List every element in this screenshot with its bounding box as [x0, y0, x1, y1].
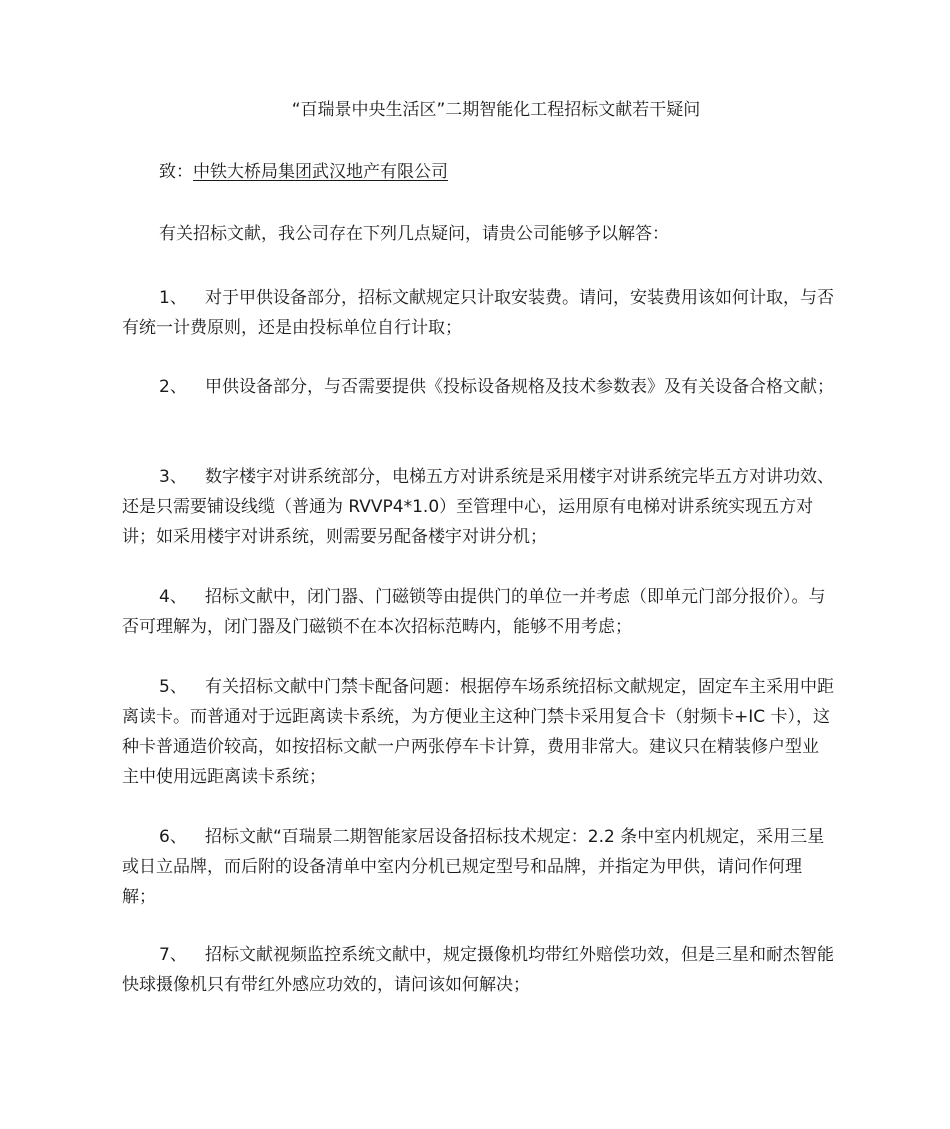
question-text: 对于甲供设备部分，招标文献规定只计取安装费。请问，安装费用该如何计取，与否有统一计费原则，还是由投标单位自行计取；: [122, 288, 834, 338]
question-item: [122, 462, 834, 552]
document-title-text: “百瑞景中央生活区”二期智能化工程招标文献若干疑问: [291, 100, 701, 120]
question-text: 招标文献“百瑞景二期智能家居设备招标技术规定：2.2 条中室内机规定，采用三星或日立品牌，而后附的设备清单中室内分机已规定型号和品牌，并指定为甲供，请问作何理解；: [122, 827, 825, 907]
question-item: [122, 672, 834, 792]
salutation: [159, 160, 448, 184]
question-item: [122, 582, 834, 642]
question-item: [122, 372, 834, 402]
addressee-company: 中铁大桥局集团武汉地产有限公司: [193, 162, 448, 182]
intro-paragraph: 有关招标文献，我公司存在下列几点疑问，请贵公司能够予以解答：: [159, 224, 669, 244]
salutation-prefix: 致：: [159, 162, 193, 182]
question-item: [122, 940, 834, 1000]
question-text: 有关招标文献中门禁卡配备问题：根据停车场系统招标文献规定，固定车主采用中距离读卡。而普通对于远距离读卡系统，为方便业主这种门禁卡采用复合卡（射频卡+IC 卡），这种卡普通造价较高，如按招标文献一户两张停车卡计算，费用非常大。建议只在精装修户型业主中使用远距离读卡系统；: [122, 677, 834, 787]
question-text: 甲供设备部分，与否需要提供《投标设备规格及技术参数表》及有关设备合格文献；: [205, 377, 834, 397]
document-title: [0, 98, 950, 122]
question-text: 招标文献中，闭门器、门磁锁等由提供门的单位一并考虑（即单元门部分报价）。与否可理解为，闭门器及门磁锁不在本次招标范畴内，能够不用考虑；: [122, 587, 826, 637]
question-number: 6、: [159, 827, 187, 847]
question-number: 3、: [159, 467, 187, 487]
question-number: 7、: [159, 945, 187, 965]
question-number: 1、: [159, 288, 187, 308]
question-text: 数字楼宇对讲系统部分，电梯五方对讲系统是采用楼宇对讲系统完毕五方对讲功效、还是只需要铺设线缆（普通为 RVVP4*1.0）至管理中心，运用原有电梯对讲系统实现五方对讲；如采用楼宇对讲系统，则需要另配备楼宇对讲分机；: [122, 467, 834, 547]
question-item: [122, 822, 834, 912]
question-number: 2、: [159, 377, 187, 397]
question-text: 招标文献视频监控系统文献中，规定摄像机均带红外赔偿功效，但是三星和耐杰智能快球摄像机只有带红外感应功效的，请问该如何解决；: [122, 945, 834, 995]
question-number: 5、: [159, 677, 187, 697]
question-number: 4、: [159, 587, 187, 607]
question-item: [122, 283, 834, 343]
